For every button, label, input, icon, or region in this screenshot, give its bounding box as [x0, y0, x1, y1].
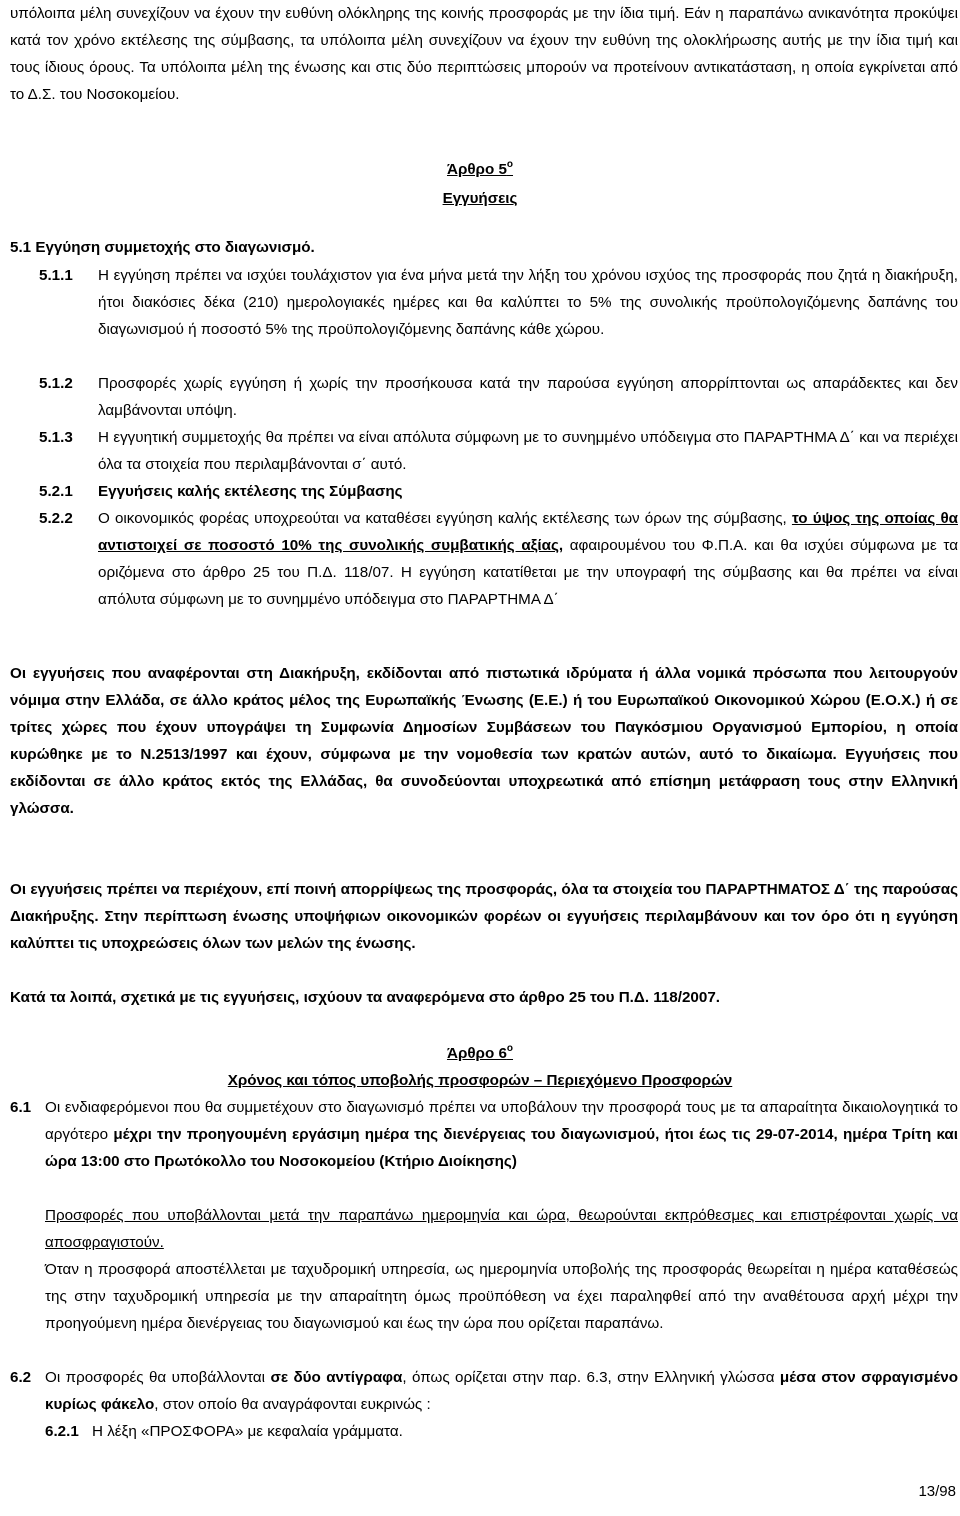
article-5-subtitle: Εγγυήσεις: [442, 190, 518, 207]
section-5-1-1-number: 5.1.1: [39, 267, 73, 284]
section-5-2-2-number: 5.2.2: [39, 510, 73, 527]
guarantees-issuers-paragraph: Οι εγγυήσεις που αναφέρονται στη Διακήρυξη, εκδίδονται από πιστωτικά ιδρύματα ή άλλα νομικά πρόσωπα που λειτουργούν νόμιμα στην Ελλάδα, σε άλλο κράτος μέλος της Ευρωπαϊκής Ένωσης (Ε.Ε.) ή του Ευρωπαϊκού Οικονομικού Χώρου (Ε.Ο.Χ.) ή σε τρίτες χώρες που έχουν υπογράψει τη Συμφωνία Δημοσίων Συμβάσεων του Παγκόσμιου Οργανισμού Εμπορίου, η οποία κυρώθηκε με το Ν.2513/1997 και έχουν, σύμφωνα με την νομοθεσία των κρατών αυτών, αυτό το δικαίωμα. Εγγυήσεις που εκδίδονται σε άλλο κράτος εκτός της Ελλάδας, θα συνοδεύονται υποχρεωτικά από επίσημη μετάφραση τους στην Ελληνική γλώσσα.: [10, 665, 958, 817]
section-6-2-number: 6.2: [10, 1369, 32, 1386]
guarantee-amount-underlined: το ύψος της οποίας θα αντιστοιχεί σε ποσοστό 10% της συνολικής συμβατικής αξίας,: [98, 510, 958, 554]
section-6-1-postal-submission: Όταν η προσφορά αποστέλλεται με ταχυδρομική υπηρεσία, ως ημερομηνία υποβολής της προσφοράς θεωρείται η ημέρα καταθέσεώς της στην ταχυδρομική υπηρεσία με την απαραίτητη όμως προϋπόθεση να έχει παραληφθεί από την αναθέτουσα αρχή μέχρι την προηγούμενη ημέρα διενέργειας του διαγωνισμού και έως την ώρα που ορίζεται παραπάνω.: [45, 1261, 958, 1332]
section-6-2-1-number: 6.2.1: [45, 1423, 79, 1440]
guarantees-contents-paragraph: Οι εγγυήσεις πρέπει να περιέχουν, επί ποινή απορρίψεως της προσφοράς, όλα τα στοιχεία του ΠΑΡΑΡΤΗΜΑΤΟΣ Δ΄ της παρούσας Διακήρυξης. Στην περίπτωση ένωσης υποψήφιων οικονομικών φορέων οι εγγυήσεις περιλαμβάνουν και τον όρο ότι η εγγύηση καλύπτει τις υποχρεώσεις όλων των μελών της ένωσης.: [10, 881, 958, 952]
section-6-1-text: Οι ενδιαφερόμενοι που θα συμμετέχουν στο διαγωνισμό πρέπει να υποβάλουν την προσφορά τους με τα απαραίτητα δικαιολογητικά το αργότερο μέχρι την προηγουμένη εργάσιμη ημέρα της διενέργειας του διαγωνισμού, ήτοι έως τις 29-07-2014, ημέρα Τρίτη και ώρα 13:00 στο Πρωτόκολλο του Νοσοκομείου (Κτήριο Διοίκησης): [45, 1099, 958, 1170]
section-6-2-1-text: Η λέξη «ΠΡΟΣΦΟΡΑ» με κεφαλαία γράμματα.: [92, 1423, 403, 1440]
section-6-1-late-submissions: Προσφορές που υποβάλλονται μετά την παραπάνω ημερομηνία και ώρα, θεωρούνται εκπρόθεσμες και επιστρέφονται χωρίς να αποσφραγιστούν.: [45, 1207, 958, 1251]
section-5-1-1-text: Η εγγύηση πρέπει να ισχύει τουλάχιστον για ένα μήνα μετά την λήξη του χρόνου ισχύος της προσφοράς που ζητά η διακήρυξη, ήτοι διακόσιες δέκα (210) ημερολογιακές ημέρες και θα καλύπτει το 5% της συνολικής προϋπολογιζόμενης δαπάνης του διαγωνισμού ή ποσοστό 5% της προϋπολογιζόμενης δαπάνης κάθε χώρου.: [98, 267, 958, 338]
article-6-subtitle: Χρόνος και τόπος υποβολής προσφορών – Περιεχόμενο Προσφορών: [227, 1072, 733, 1089]
article-6-title: Άρθρο $6^o$: [446, 1043, 514, 1062]
section-5-2-1-heading: Εγγυήσεις καλής εκτέλεσης της Σύμβασης: [98, 483, 403, 500]
intro-paragraph: υπόλοιπα μέλη συνεχίζουν να έχουν την ευθύνη ολόκληρης της κοινής προσφοράς με την ίδια τιμή. Εάν η παραπάνω ανικανότητα προκύψει κατά τον χρόνο εκτέλεσης της σύμβασης, τα υπόλοιπα μέλη συνεχίζουν να έχουν την ευθύνη της ολοκλήρωσης αυτής με την ίδια τιμή και τους ίδιους όρους. Τα υπόλοιπα μέλη της ένωσης και στις δύο περιπτώσεις μπορούν να προτείνουν αντικατάσταση, η οποία εγκρίνεται από το Δ.Σ. του Νοσοκομείου.: [10, 5, 958, 103]
section-6-2-text: Οι προσφορές θα υποβάλλονται σε δύο αντίγραφα, όπως ορίζεται στην παρ. 6.3, στην Ελληνική γλώσσα μέσα στον σφραγισμένο κυρίως φάκελο, στον οποίο θα αναγράφονται ευκρινώς :: [45, 1369, 958, 1413]
section-5-1-2-text: Προσφορές χωρίς εγγύηση ή χωρίς την προσήκουσα κατά την παρούσα εγγύηση απορρίπτονται ως απαράδεκτες και δεν λαμβάνονται υπόψη.: [98, 375, 958, 419]
page-number: 13/98: [918, 1483, 956, 1500]
section-5-1-2-number: 5.1.2: [39, 375, 73, 392]
section-5-1-3-number: 5.1.3: [39, 429, 73, 446]
section-5-2-1-number: 5.2.1: [39, 483, 73, 500]
section-5-1-heading: 5.1 Εγγύηση συμμετοχής στο διαγωνισμό.: [10, 239, 315, 256]
guarantees-other-paragraph: Κατά τα λοιπά, σχετικά με τις εγγυήσεις, ισχύουν τα αναφερόμενα στο άρθρο 25 του Π.Δ. 118/2007.: [10, 989, 720, 1006]
section-5-1-3-text: Η εγγυητική συμμετοχής θα πρέπει να είναι απόλυτα σύμφωνη με το συνημμένο υπόδειγμα στο ΠΑΡΑΡΤΗΜΑ Δ΄ και να περιέχει όλα τα στοιχεία που περιλαμβάνονται σ΄ αυτό.: [98, 429, 958, 473]
section-5-2-2-text: Ο οικονομικός φορέας υποχρεούται να καταθέσει εγγύηση καλής εκτέλεσης των όρων της σύμβασης, το ύψος της οποίας θα αντιστοιχεί σε ποσοστό 10% της συνολικής συμβατικής αξίας, αφαιρουμένου του Φ.Π.Α. και θα ισχύει σύμφωνα με τα οριζόμενα στο άρθρο 25 του Π.Δ. 118/07. Η εγγύηση κατατίθεται με την υπογραφή της σύμβασης και θα πρέπει να είναι απόλυτα σύμφωνη με το συνημμένο υπόδειγμα στο ΠΑΡΑΡΤΗΜΑ Δ΄: [98, 510, 958, 608]
article-5-title: Άρθρο $5^o$: [446, 159, 514, 178]
section-6-1-number: 6.1: [10, 1099, 32, 1116]
